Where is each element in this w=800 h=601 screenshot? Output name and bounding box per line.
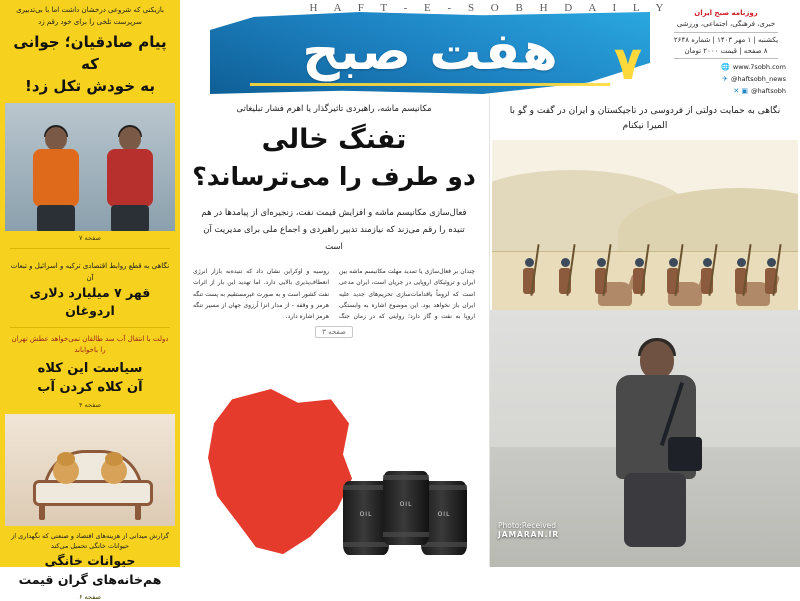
photo-man-head (640, 341, 674, 379)
center-story[interactable] (178, 96, 490, 567)
website-handle: www.7sobh.com (732, 63, 786, 72)
illustration-warrior-2 (734, 258, 748, 304)
footballer-left (27, 127, 85, 231)
oil-barrel-label-2: OIL (399, 501, 413, 508)
center-kicker: مکانیسم ماشه، راهبردی تاثیرگذار یا اهرم فشار تبلیغاتی (236, 104, 432, 114)
masthead-logo[interactable] (210, 12, 650, 94)
photo-credit (498, 521, 559, 539)
illustration-warrior-3 (700, 258, 714, 304)
masthead-issue-meta: ۸ صفحه | قیمت ۲۰۰۰ تومان (684, 46, 768, 55)
sidebar-pets-line2: هم‌خانه‌های گران قیمت (18, 572, 162, 588)
sidebar-water-headline[interactable] (0, 357, 180, 398)
dog-left (53, 458, 79, 484)
photo-man-figure (584, 341, 704, 551)
illustration-warrior-4 (666, 258, 680, 304)
masthead-info-line-2: خبری، فرهنگی، اجتماعی، ورزشی (676, 19, 776, 28)
masthead-latin-strip: H A F T - E - S O B H D A I L Y (309, 2, 671, 14)
oil-barrel-label-3: OIL (359, 511, 373, 518)
x-icon: ✕ ▣ (733, 87, 749, 96)
masthead-seven-numeral: ۷ (613, 36, 642, 90)
sidebar (0, 0, 180, 601)
sidebar-divider-1 (10, 248, 170, 249)
sidebar-water-line1: سیاست این کلاه (37, 360, 143, 376)
sidebar-sadeghian-line2: به خودش تکل زد! (25, 76, 155, 95)
sidebar-pets-line1: حیوانات خانگی (44, 553, 136, 569)
masthead-info-line-1: روزنامه صبح ایران (694, 9, 758, 17)
sofa-leg-right (135, 504, 141, 520)
center-lede: فعال‌سازی مکانیسم ماشه و افزایش قیمت نفت، زنجیره‌ای از پیامدها در هم تنیده را رقم می‌زند که نیازمند تدبیر راهبردی و اجماع ملی برای مدیریت آن است (201, 208, 467, 253)
sidebar-item-sadeghian-headline[interactable] (0, 32, 180, 97)
masthead-underline (250, 83, 610, 86)
masthead-date: یکشنبه | ۱ مهر ۱۴۰۳ | شماره ۲۶۴۸ (673, 35, 779, 44)
oil-barrels-group (317, 435, 467, 555)
social-links (660, 62, 792, 96)
sidebar-sadeghian-page-ref[interactable]: صفحه ۷ (78, 234, 102, 243)
sidebar-water-page-ref[interactable]: صفحه ۴ (78, 400, 102, 409)
sidebar-water-line2: آن کلاه کردن آب (37, 380, 143, 396)
center-headline-line1: تفنگ خالی (261, 124, 407, 155)
globe-icon: 🌐 (721, 63, 730, 72)
photo-man-legs (624, 473, 686, 547)
illustration-warrior-5 (632, 258, 646, 304)
dog-right (101, 458, 127, 484)
sidebar-footballers-photo (5, 103, 175, 231)
sidebar-pets-headline[interactable] (0, 551, 180, 590)
illustration-warrior-6 (594, 258, 608, 304)
masthead-title-fa: هفت صبح (302, 21, 558, 82)
oil-map-graphic (179, 367, 489, 567)
center-headline (179, 120, 489, 195)
street-photo (490, 310, 800, 567)
masthead-info-block (660, 8, 792, 96)
sidebar-item-sadeghian-kicker: بازیکنی که شروعی درخشان داشت اما با بی‌تدبیری سرپرست تلخی را برای خود رقم زد (16, 6, 164, 26)
website-link[interactable] (660, 62, 786, 74)
masthead-banner (180, 0, 800, 96)
telegram-handle: @haftsobh_news (730, 75, 786, 84)
sofa-leg-left (39, 504, 45, 520)
sidebar-pets-kicker: گزارش میدانی از هزینه‌های اقتصاد و صنعتی که نگهداری از حیوانات خانگی تحمیل می‌کند (11, 531, 169, 550)
oil-barrel-label-1: OIL (437, 511, 451, 518)
center-headline-line2: دو طرف را می‌ترساند؟ (192, 162, 476, 192)
sidebar-pets-page-ref[interactable]: صفحه ۶ (78, 592, 102, 601)
photo-credit-label: Photo:Received (498, 521, 557, 530)
masthead-divider (674, 32, 778, 33)
lead-right-kicker: نگاهی به حمایت دولتی از فردوسی در تاجیکستان و ایران در گفت و گو با المیرا نیکنام (509, 106, 781, 132)
photo-man-bag (668, 437, 702, 471)
oil-barrel-2 (383, 471, 429, 545)
x-handle: @haftsobh (751, 87, 786, 96)
illustration-warrior-7 (558, 258, 572, 304)
sidebar-pets-photo (5, 414, 175, 526)
photo-credit-source: JAMARAN.IR (498, 530, 560, 539)
sidebar-water-kicker: دولت با انتقال آب سد طالقان نمی‌خواهد عطش تهران را باخواباند (11, 335, 169, 355)
sofa-illustration (27, 450, 153, 520)
masthead-divider-2 (674, 58, 778, 59)
illustration-warrior-1 (764, 258, 778, 304)
sidebar-erdogan-headline[interactable]: قهر ۷ میلیارد دلاری اردوغان (29, 284, 151, 319)
shahnameh-illustration (492, 140, 798, 310)
sidebar-erdogan-kicker: نگاهی به قطع روابط اقتصادی ترکیه و اسرائیل و تبعات آن (10, 262, 170, 282)
center-body-text: چندان بر فعال‌سازی یا تمدید مهلت مکانیسم ماشه بین ایران و تروئیکای اروپایی در جریان است، ایران مدعی است که لزوماً باقدامات‌سازی تحریم‌های جدید علیه ایران باز نخواهد بود. این موضوع اشاره به وابستگی اروپا به نفت و گاز دارد؛ روایتی که در زمان جنگ روسیه و اوکراین نشان داد که تنیده‌به بازار انرژی انعطاف‌پذیری بالایی دارد. اما تهدید این بار از اثرات نفت کشور است و به صورت غیرمستقیم به پست تنگه هرمز و وقفه - از مدار انزا آرزوی جهان از مسیر تنگه هرمز اشاره دارد. (193, 268, 475, 320)
footballer-right (101, 127, 159, 231)
telegram-icon: ✈ (722, 75, 728, 84)
illustration-warrior-8 (522, 258, 536, 304)
center-page-ref[interactable]: صفحه ۳ (179, 328, 489, 336)
sidebar-sadeghian-line1: پیام صادقیان؛ جوانی که (13, 33, 167, 73)
telegram-link[interactable] (660, 74, 786, 86)
x-instagram-link[interactable] (660, 86, 786, 96)
sidebar-divider-2 (10, 327, 170, 328)
sofa-seat (33, 480, 153, 506)
